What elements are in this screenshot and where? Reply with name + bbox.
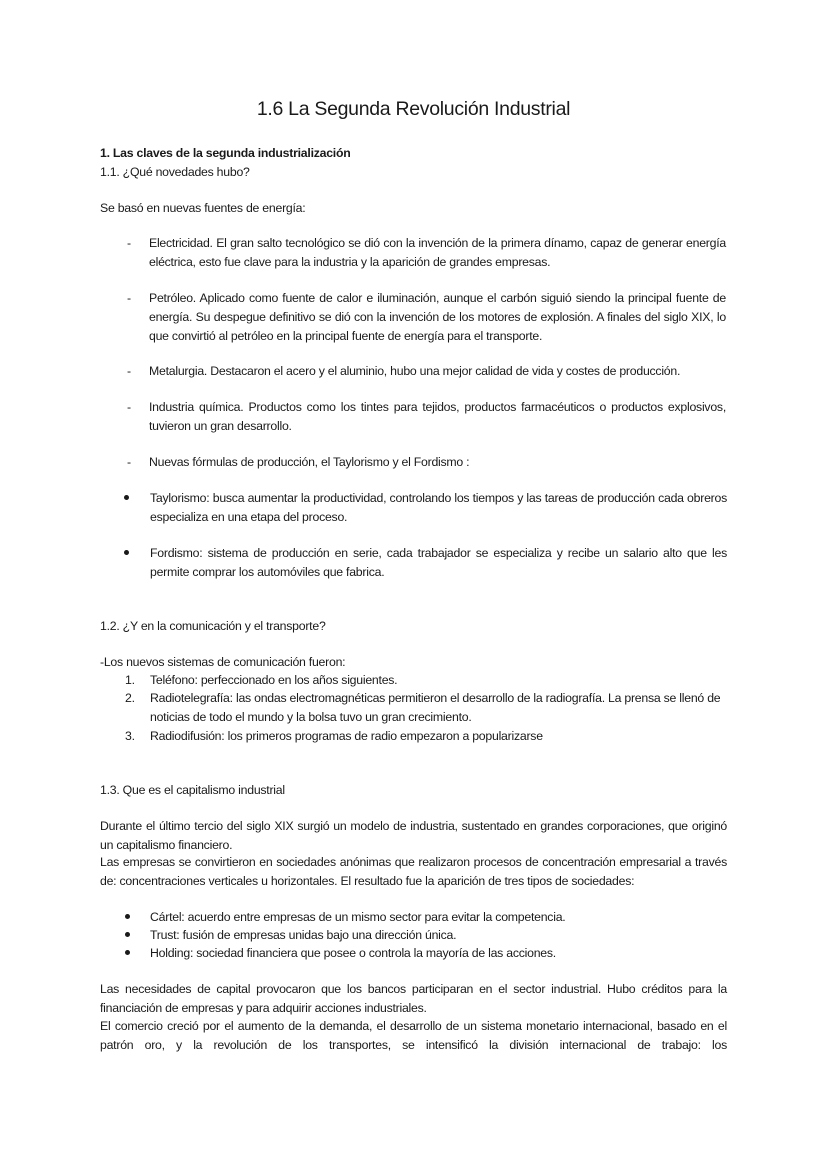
list-item-text: Cártel: acuerdo entre empresas de un mismo sector para evitar la competencia. (150, 910, 566, 924)
bullet-icon (125, 908, 130, 927)
document-title: 1.6 La Segunda Revolución Industrial (256, 98, 571, 120)
list-item-text: Industria química. Productos como los tintes para tejidos, productos farmacéuticos o productos explosivos, tuvieron un gran desarrollo. (149, 400, 726, 433)
paragraph: El comercio creció por el aumento de la demanda, el desarrollo de un sistema monetario internacional, basado en el patrón oro, y la revolución de los transportes, se intensificó la división internacional de trabajo: los (100, 1019, 727, 1052)
bullet-icon (125, 926, 130, 945)
paragraph: -Los nuevos sistemas de comunicación fueron: (100, 655, 346, 669)
section-heading: 1. Las claves de la segunda industrialización (100, 146, 351, 160)
list-item-text: Teléfono: perfeccionado en los años siguientes. (150, 673, 398, 687)
list-item-text: Taylorismo: busca aumentar la productividad, controlando los tiempos y las tareas de producción cada obreros especializa en una etapa del proceso. (150, 491, 727, 524)
list-item-text: Petróleo. Aplicado como fuente de calor e iluminación, aunque el carbón siguió siendo la principal fuente de energía. Su despegue definitivo se dió con la invención de los motores de explosión. A finales del siglo XIX, lo que convirtió al petróleo en la principal fuente de energía para el transporte. (149, 291, 726, 343)
dash-marker: - (127, 455, 131, 469)
dash-marker: - (127, 291, 131, 305)
list-item-text: Electricidad. El gran salto tecnológico se dió con la invención de la primera dínamo, capaz de generar energía eléctrica, esto fue clave para la industria y la aparición de grandes empresas. (149, 236, 726, 269)
list-item-text: Nuevas fórmulas de producción, el Taylorismo y el Fordismo : (149, 455, 470, 469)
number-marker: 3. (125, 729, 135, 743)
dash-marker: - (127, 400, 131, 414)
paragraph: Las necesidades de capital provocaron que los bancos participaran en el sector industrial. Hubo créditos para la financiación de empresas y para adquirir acciones industriales. (100, 982, 727, 1015)
list-item-text: Holding: sociedad financiera que posee o controla la mayoría de las acciones. (150, 946, 556, 960)
paragraph: Durante el último tercio del siglo XIX surgió un modelo de industria, sustentado en grandes corporaciones, que originó un capitalismo financiero. (100, 819, 727, 852)
list-item-text: Radiodifusión: los primeros programas de radio empezaron a popularizarse (150, 729, 543, 743)
bullet-icon (124, 489, 129, 508)
bullet-icon (125, 944, 130, 963)
dash-marker: - (127, 236, 131, 250)
bullet-icon (124, 544, 129, 563)
subsection-heading: 1.1. ¿Qué novedades hubo? (100, 165, 250, 179)
list-item-text: Radiotelegrafía: las ondas electromagnéticas permitieron el desarrollo de la radiografía. La prensa se llenó de noticias de todo el mundo y la bolsa tuvo un gran crecimiento. (150, 691, 721, 724)
list-item-text: Trust: fusión de empresas unidas bajo una dirección única. (150, 928, 457, 942)
paragraph: Las empresas se convirtieron en sociedades anónimas que realizaron procesos de concentración empresarial a través de: concentraciones verticales u horizontales. El resultado fue la aparición de tres tipos de sociedades: (100, 855, 727, 888)
list-item-text: Metalurgia. Destacaron el acero y el aluminio, hubo una mejor calidad de vida y costes de producción. (149, 364, 681, 378)
subsection-heading: 1.2. ¿Y en la comunicación y el transporte? (100, 619, 326, 633)
number-marker: 1. (125, 673, 135, 687)
number-marker: 2. (125, 691, 135, 705)
list-item-text: Fordismo: sistema de producción en serie, cada trabajador se especializa y recibe un salario alto que les permite comprar los automóviles que fabrica. (150, 546, 727, 579)
subsection-heading: 1.3. Que es el capitalismo industrial (100, 783, 285, 797)
intro-paragraph: Se basó en nuevas fuentes de energía: (100, 201, 306, 215)
dash-marker: - (127, 364, 131, 378)
